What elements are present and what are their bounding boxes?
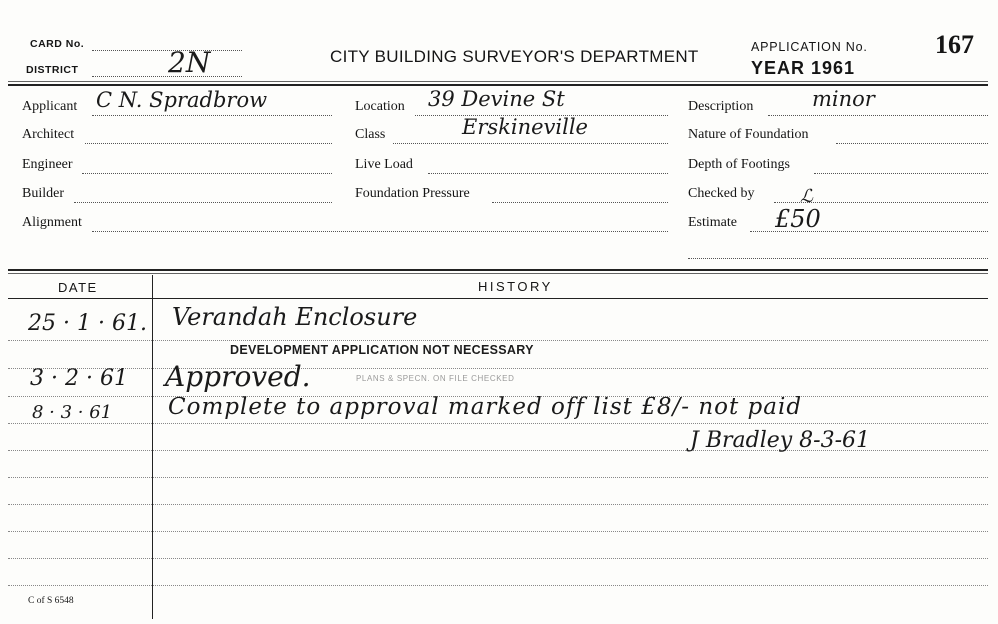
ruled-line <box>8 585 988 586</box>
estimate-label: Estimate <box>688 215 737 230</box>
foundation-pressure-line <box>492 202 668 203</box>
description-line <box>768 115 988 116</box>
entry-history: Approved. <box>165 360 311 393</box>
table-header-rule <box>8 298 988 299</box>
live-load-label: Live Load <box>355 157 413 172</box>
checked-by-label: Checked by <box>688 186 755 201</box>
depth-of-footings-line <box>814 173 988 174</box>
table-rule-top <box>8 269 988 271</box>
ruled-line <box>8 423 988 424</box>
applicant-line <box>92 115 332 116</box>
builder-line <box>74 202 332 203</box>
card-no-line <box>92 50 242 51</box>
development-stamp: DEVELOPMENT APPLICATION NOT NECESSARY <box>230 343 534 357</box>
builder-label: Builder <box>22 186 64 201</box>
nature-of-foundation-line <box>836 143 988 144</box>
faint-stamp: PLANS & SPECN. ON FILE CHECKED <box>356 374 515 383</box>
estimate-value: £50 <box>775 205 821 233</box>
class-line <box>393 143 668 144</box>
application-label: APPLICATION No. <box>751 40 868 54</box>
ruled-line <box>8 368 988 369</box>
entry-history: Complete to approval marked off list £8/- not paid <box>168 394 803 420</box>
checked-by-mark: ℒ <box>800 186 813 207</box>
depth-of-footings-label: Depth of Footings <box>688 157 790 172</box>
entry-date: 8 · 3 · 61 <box>32 402 113 423</box>
form-code: C of S 6548 <box>28 596 74 606</box>
ruled-line <box>8 340 988 341</box>
architect-line <box>85 143 332 144</box>
description-label: Description <box>688 99 754 114</box>
applicant-value: C N. Spradbrow <box>96 88 268 112</box>
applicant-label: Applicant <box>22 99 78 114</box>
foundation-pressure-label: Foundation Pressure <box>355 186 470 201</box>
table-rule-top-2 <box>8 273 988 274</box>
header-rule-top <box>8 81 988 82</box>
engineer-label: Engineer <box>22 157 73 172</box>
nature-of-foundation-label: Nature of Foundation <box>688 127 809 142</box>
class-label: Class <box>355 127 386 142</box>
ruled-line <box>8 531 988 532</box>
description-value: minor <box>812 87 875 111</box>
department-title: CITY BUILDING SURVEYOR'S DEPARTMENT <box>330 47 699 66</box>
extra-line <box>688 258 988 259</box>
entry-date: 3 · 2 · 61 <box>30 366 128 391</box>
engineer-line <box>82 173 332 174</box>
entry-history: Verandah Enclosure <box>172 303 418 331</box>
ruled-line <box>8 504 988 505</box>
alignment-line <box>92 231 668 232</box>
location-label: Location <box>355 99 405 114</box>
history-header: HISTORY <box>478 279 553 294</box>
entry-date: 25 · 1 · 61. <box>28 311 147 336</box>
district-value: 2N <box>168 46 211 79</box>
alignment-label: Alignment <box>22 215 82 230</box>
architect-label: Architect <box>22 127 75 142</box>
signature: J Bradley 8-3-61 <box>690 428 871 453</box>
ruled-line <box>8 558 988 559</box>
class-value: Erskineville <box>462 115 588 139</box>
live-load-line <box>428 173 668 174</box>
date-column-divider <box>152 275 153 619</box>
district-label: DISTRICT <box>26 64 79 76</box>
year-label: YEAR 1961 <box>751 58 856 78</box>
location-value: 39 Devine St <box>428 87 565 111</box>
card-no-label: CARD No. <box>30 38 85 50</box>
header-rule <box>8 84 988 86</box>
application-number: 167 <box>935 30 974 59</box>
district-line <box>92 76 242 77</box>
ruled-line <box>8 477 988 478</box>
date-header: DATE <box>58 280 98 295</box>
